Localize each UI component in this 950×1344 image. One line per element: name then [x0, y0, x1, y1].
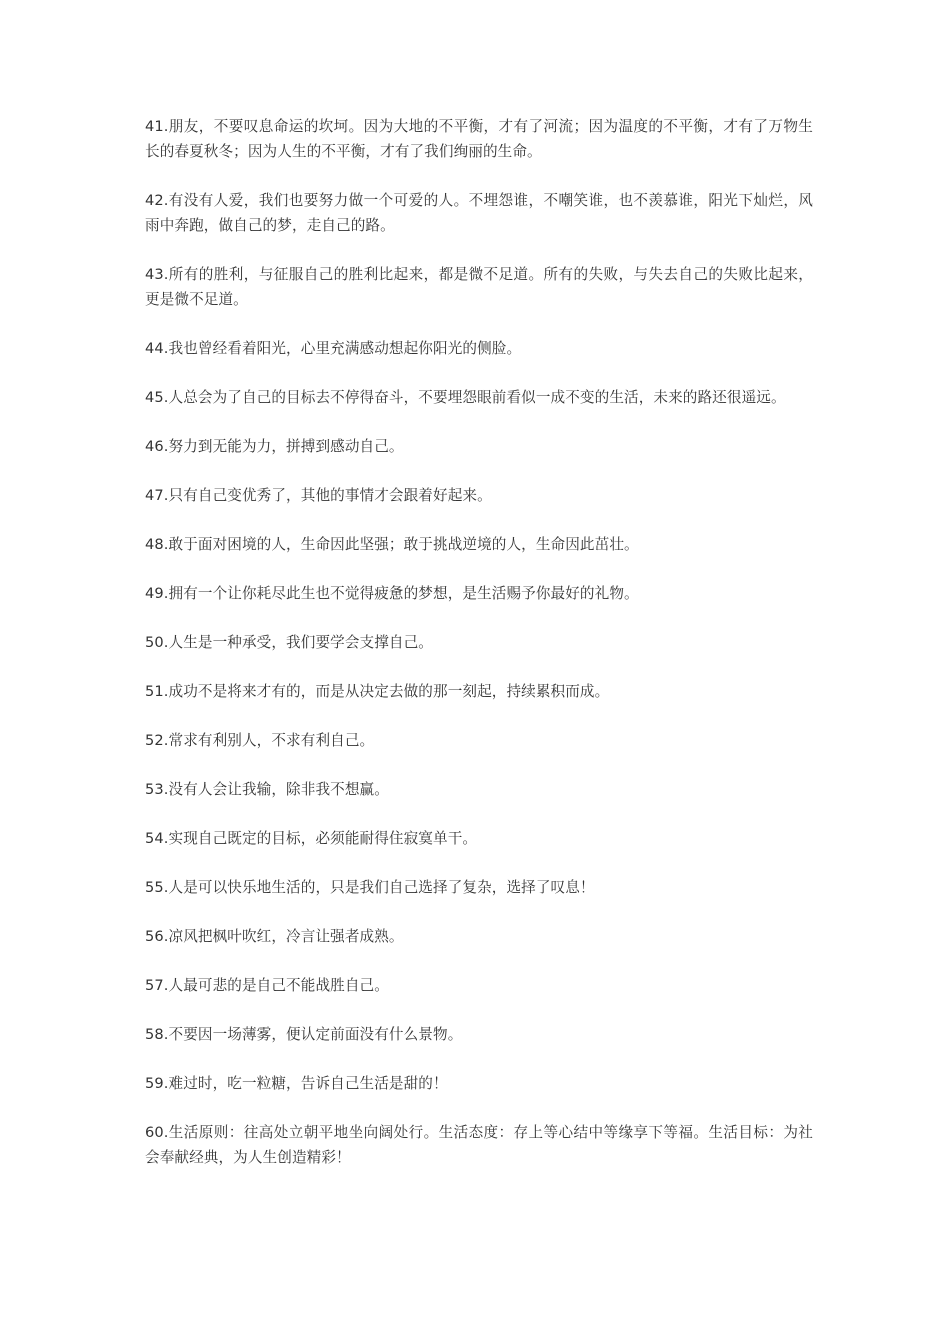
quote-50: 50.人生是一种承受，我们要学会支撑自己。 [145, 634, 433, 651]
quote-52: 52.常求有利别人，不求有利自己。 [145, 732, 375, 749]
quote-46: 46.努力到无能为力，拼搏到感动自己。 [145, 438, 404, 455]
quote-41: 41.朋友，不要叹息命运的坎坷。因为大地的不平衡，才有了河流；因为温度的不平衡，才有了万物生长的春夏秋冬；因为人生的不平衡，才有了我们绚丽的生命。 [145, 118, 813, 160]
quote-44: 44.我也曾经看着阳光，心里充满感动想起你阳光的侧脸。 [145, 340, 522, 357]
quote-55: 55.人是可以快乐地生活的，只是我们自己选择了复杂，选择了叹息！ [145, 879, 595, 896]
quote-43: 43.所有的胜利，与征服自己的胜利比起来，都是微不足道。所有的失败，与失去自己的失败比起来，更是微不足道。 [145, 266, 813, 308]
quote-59: 59.难过时，吃一粒糖，告诉自己生活是甜的！ [145, 1075, 448, 1092]
quote-42: 42.有没有人爱，我们也要努力做一个可爱的人。不埋怨谁，不嘲笑谁，也不羡慕谁，阳光下灿烂，风雨中奔跑，做自己的梦，走自己的路。 [145, 192, 813, 234]
quote-58: 58.不要因一场薄雾，便认定前面没有什么景物。 [145, 1026, 463, 1043]
quote-53: 53.没有人会让我输，除非我不想赢。 [145, 781, 389, 798]
quote-list [145, 114, 813, 1194]
quote-54: 54.实现自己既定的目标，必须能耐得住寂寞单干。 [145, 830, 478, 847]
quote-49: 49.拥有一个让你耗尽此生也不觉得疲惫的梦想，是生活赐予你最好的礼物。 [145, 585, 639, 602]
quote-51: 51.成功不是将来才有的，而是从决定去做的那一刻起，持续累积而成。 [145, 683, 610, 700]
quote-48: 48.敢于面对困境的人，生命因此坚强；敢于挑战逆境的人，生命因此茁壮。 [145, 536, 639, 553]
quote-60: 60.生活原则：往高处立朝平地坐向阔处行。生活态度：存上等心结中等缘享下等福。生活目标：为社会奉献经典，为人生创造精彩！ [145, 1124, 813, 1166]
quote-56: 56.凉风把枫叶吹红，冷言让强者成熟。 [145, 928, 404, 945]
quote-57: 57.人最可悲的是自己不能战胜自己。 [145, 977, 389, 994]
quote-45: 45.人总会为了自己的目标去不停得奋斗，不要埋怨眼前看似一成不变的生活，未来的路还很遥远。 [145, 389, 786, 406]
quote-47: 47.只有自己变优秀了，其他的事情才会跟着好起来。 [145, 487, 492, 504]
